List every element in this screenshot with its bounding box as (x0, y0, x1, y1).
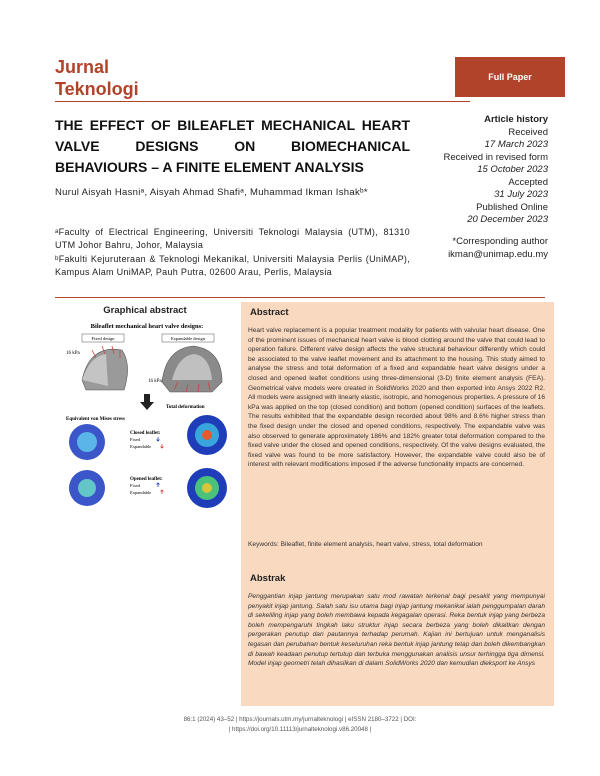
closed-fixed-label: Fixed (130, 437, 141, 442)
title-line-2: VALVE DESIGNS ON BIOMECHANICAL (55, 138, 410, 154)
title-line-3: BEHAVIOURS – A FINITE ELEMENT ANALYSIS (55, 159, 364, 175)
closed-leaflet-label: Closed leaflet: (130, 431, 161, 436)
deformation-label: Total deformation (166, 405, 205, 410)
affiliation-b: ᵇFakulti Kejuruteraan & Teknologi Mekanikal, Universiti Malaysia Perlis (UniMAP), Kampus Alam UniMAP, Pauh Putra, 02600 Arau, Perlis, Malaysia (55, 254, 410, 277)
section-divider (55, 297, 545, 298)
abstract-text: Heart valve replacement is a popular treatment modality for patients with valvular heart disease. One of the prominent issues of mechanical heart valve is blood clotting around the valve that could lead to operation failure. Different valve design affects the valve structural behaviour differently which could be associated to the valve leaflet movement and its attachment to the housing. This study aimed to analyse the stress and total deformation of a fixed and expandable heart valve designs under a closed and opened leaflet conditions using three-dimensional (3-D) finite element analysis (FEA). Geometrical valve models were created in SolidWorks 2020 and then exported into Ansys 2022 R2. All models were assigned with linearly elastic, isotropic, and homogenous properties. A pressure of 16 kPa was applied on the top (closed condition) and bottom (opened condition) surfaces of the leaflets. The results exhibited that the expandable design recorded about 98% and 8.6% higher stress than the fixed design under the closed and opened conditions, respectively. The expandable valve was also observed to generate approximately 186% and 182% greater total deformation compared to the fixed valve under the closed and opened conditions, respectively. Of the valve designs evaluated, the fixed valve was found to be more satisfactory. However, the expandable valve could also be of interest with relevant modifications imposed if the adverse functionality impacts are concerned. (248, 327, 545, 469)
corresponding-label: *Corresponding author (452, 236, 548, 247)
opened-fixed-label: Fixed (130, 483, 141, 488)
revised-label: Received in revised form (443, 151, 548, 163)
expandable-pressure-label: 16 kPa (148, 379, 162, 384)
accepted-label: Accepted (508, 176, 548, 188)
article-history (378, 114, 548, 227)
header-divider (55, 101, 470, 102)
accepted-date: 31 July 2023 (494, 189, 548, 200)
abstrak-heading: Abstrak (250, 573, 286, 584)
fixed-up-arrow-icon (157, 483, 160, 487)
footer-line-1: 86:1 (2024) 43–52 | https://journals.utm.my/jurnalteknologi | eISSN 2180–3722 | DOI: (183, 716, 417, 723)
published-date: 20 December 2023 (467, 214, 548, 225)
corresponding-email[interactable]: ikman@unimap.edu.my (448, 248, 548, 260)
affiliation-a: ᵃFaculty of Electrical Engineering, Universiti Teknologi Malaysia (UTM), 81310 UTM Johor Bahru, Johor, Malaysia (55, 227, 410, 250)
journal-logo (55, 56, 139, 100)
author-list: Nurul Aisyah Hasniᵃ, Aisyah Ahmad Shafiᵃ, Muhammad Ikman Ishakᵇ* (55, 187, 368, 198)
expandable-design-label: Expandable design (170, 336, 206, 341)
title-line-1: THE EFFECT OF BILEAFLET MECHANICAL HEART (55, 117, 410, 133)
footer-line-2[interactable]: | https://doi.org/10.11113/jurnalteknologi.v86.20048 | (228, 726, 372, 733)
graphical-abstract-figure (62, 320, 232, 530)
journal-name-line1: Jurnal (55, 57, 110, 77)
paper-title (55, 115, 410, 178)
paper-type-badge: Full Paper (455, 57, 565, 97)
opened-expandable-label: Expandable (130, 490, 152, 495)
abstract-keywords: Keywords: Bileaflet, finite element analysis, heart valve, stress, total deformation (248, 541, 483, 548)
fixed-down-arrow-icon (157, 437, 160, 441)
published-label: Published Online (476, 201, 548, 213)
abstrak-panel (241, 568, 554, 706)
revised-date: 15 October 2023 (477, 164, 548, 175)
affiliations (55, 226, 410, 280)
graphical-abstract-heading: Graphical abstract (103, 305, 187, 316)
expandable-up-arrow-icon (161, 490, 164, 494)
opened-leaflet-label: Opened leaflet: (130, 477, 163, 482)
journal-name-line2: Teknologi (55, 79, 139, 99)
abstract-panel (241, 302, 554, 588)
abstrak-text: Penggantian injap jantung merupakan satu mod rawatan terkenal bagi pesakit yang mempunyai penyakit injap jantung. Salah satu isu utama bagi injap jantung mekanikal ialah penggumpalan darah di sekeliling injap yang boleh membawa kepada kegagalan operasi. Reka bentuk injap yang berbeza boleh mempengaruhi tingkah laku struktur injap secara berbeza yang boleh dikaitkan dengan pergerakan penutup dan pautannya terhadap perumah. Kajian ini bertujuan untuk menganalisis tegasan dan perubahan bentuk keseluruhan reka bentuk injap jantung tetap dan boleh dikembangkan di bawah keadaan penutup tertutup dan terbuka menggunakan analisis unsur terhingga tiga dimensi. Model injap geometri telah dihasilkan di dalam SolidWorks 2020 dan kemudian dieksport ke Ansys (248, 593, 545, 668)
received-label: Received (508, 126, 548, 138)
expandable-down-arrow-icon (161, 444, 164, 448)
fixed-design-label: Fixed design (91, 336, 115, 341)
flow-arrow-icon (140, 394, 154, 410)
abstract-heading: Abstract (250, 307, 289, 318)
history-heading: Article history (484, 114, 548, 125)
ga-fig-title: Bileaflet mechanical heart valve designs: (90, 323, 204, 330)
closed-expandable-label: Expandable (130, 444, 152, 449)
received-date: 17 March 2023 (484, 139, 548, 150)
stress-label: Equivalent von Mises stress (66, 417, 125, 422)
fixed-pressure-label: 16 kPa (66, 351, 80, 356)
page-footer (140, 715, 460, 735)
corresponding-author (378, 236, 548, 261)
